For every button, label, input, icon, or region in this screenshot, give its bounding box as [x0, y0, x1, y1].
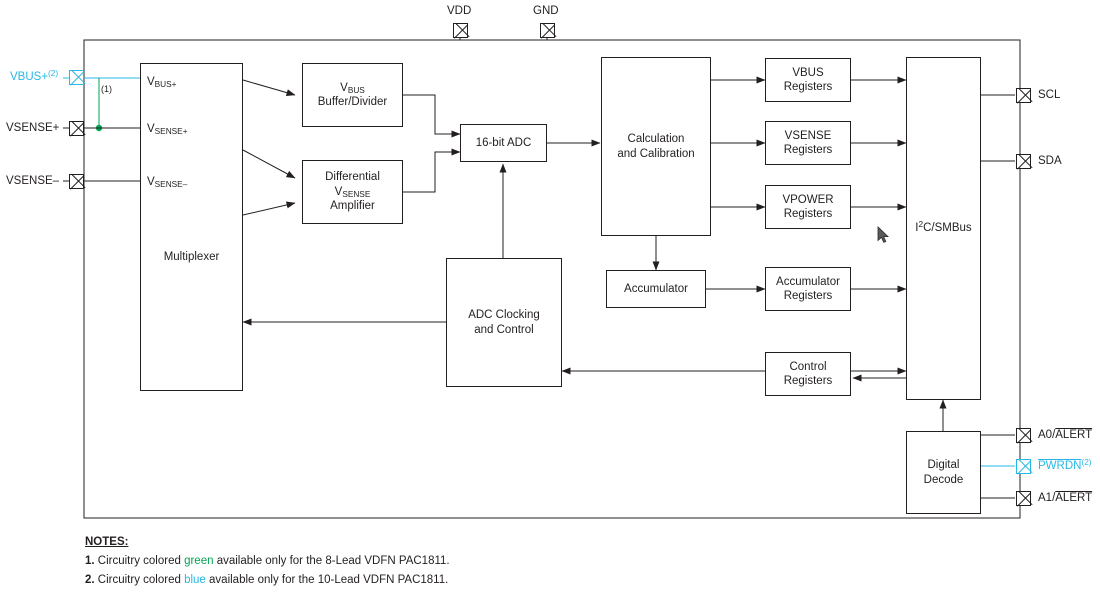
pad-sda[interactable] [1016, 154, 1031, 169]
pin-label-vdd: VDD [447, 5, 472, 17]
block-accumulator-registers-label: Accumulator Registers [776, 275, 840, 302]
block-accumulator-label: Accumulator [624, 282, 688, 295]
note-item-2-number: 2. [85, 574, 95, 586]
block-vbus-buffer-divider-label: $V_{BUS}$ Buffer/Divider [317, 81, 388, 108]
note-item-1-post: available only for the 8-Lead VDFN PAC1811. [213, 555, 450, 567]
block-i2c-smbus [906, 57, 981, 400]
pin-label-pwrdn-note: (2) [1081, 457, 1092, 467]
pad-a0-alert[interactable] [1016, 428, 1031, 443]
pad-gnd[interactable] [540, 23, 555, 38]
block-i2c-smbus-label: $I^2C$/SMBus [915, 220, 972, 235]
block-multiplexer-label: Multiplexer [163, 250, 220, 263]
block-vpower-registers [765, 185, 851, 229]
pad-a1-alert[interactable] [1016, 491, 1031, 506]
block-16bit-adc-label: 16-bit ADC [475, 136, 532, 149]
pad-vsense-plus[interactable] [69, 121, 84, 136]
block-differential-vsense-amplifier-label: Differential $V_{SENSE}$ Amplifier [325, 171, 380, 213]
pin-label-pwrdn [1038, 459, 1092, 473]
note-item-2 [85, 574, 785, 586]
pin-label-vsense-plus: VSENSE+ [6, 122, 60, 134]
pad-scl[interactable] [1016, 88, 1031, 103]
pin-label-gnd: GND [533, 5, 559, 17]
pin-label-scl: SCL [1038, 89, 1061, 101]
block-vbus-registers-label: VBUS Registers [783, 66, 833, 93]
note-item-2-pre: Circuitry colored [97, 574, 185, 586]
block-vsense-registers [765, 121, 851, 165]
pin-label-pwrdn-text: PWRDN [1038, 460, 1082, 472]
mux-input-label-vbus-plus: $V_{BUS+}$ [147, 76, 177, 90]
mux-input-label-vsense-plus: $V_{SENSE+}$ [147, 123, 188, 137]
pad-pwrdn[interactable] [1016, 459, 1031, 474]
block-vbus-registers [765, 58, 851, 102]
block-calculation-and-calibration-label: Calculation and Calibration [617, 133, 695, 160]
note-item-1-pre: Circuitry colored [97, 555, 185, 567]
note-item-2-post: available only for the 10-Lead VDFN PAC1811. [205, 574, 449, 586]
pin-label-a1-alert-overline: ALERT [1055, 492, 1093, 504]
block-digital-decode [906, 431, 981, 514]
pin-label-vbus-plus-note: (2) [48, 68, 59, 78]
block-adc-clocking-and-control-label: ADC Clocking and Control [468, 309, 540, 336]
block-calculation-and-calibration [601, 57, 711, 236]
block-digital-decode-label: Digital Decode [923, 459, 964, 486]
pin-label-vsense-minus: VSENSE– [6, 175, 60, 187]
mux-input-label-vsense-minus: $V_{SENSE-}$ [147, 176, 188, 190]
note-item-1 [85, 555, 785, 567]
block-adc-clocking-and-control [446, 258, 562, 387]
block-accumulator [606, 270, 706, 308]
pin-label-a0-alert-overline: ALERT [1055, 429, 1093, 441]
pin-label-vbus-plus-text: VBUS+ [10, 71, 49, 83]
block-vpower-registers-label: VPOWER Registers [782, 193, 834, 220]
notes-section [85, 536, 785, 593]
note-item-2-color-word: blue [184, 574, 206, 586]
note-item-1-number: 1. [85, 555, 95, 567]
pin-label-sda: SDA [1038, 155, 1062, 167]
pin-label-a1-alert: A1/ALERT [1038, 492, 1093, 504]
pin-label-a0-alert: A0/ALERT [1038, 429, 1093, 441]
block-differential-vsense-amplifier [302, 160, 403, 224]
callout-note1: (1) [101, 84, 112, 94]
note-item-1-color-word: green [184, 555, 214, 567]
pin-label-vbus-plus [10, 70, 58, 84]
notes-heading: NOTES: [85, 536, 129, 548]
block-vbus-buffer-divider [302, 63, 403, 127]
block-control-registers [765, 352, 851, 396]
block-vsense-registers-label: VSENSE Registers [783, 129, 833, 156]
block-16bit-adc [460, 124, 547, 162]
pad-vdd[interactable] [453, 23, 468, 38]
block-multiplexer [140, 63, 243, 391]
mouse-cursor [877, 226, 889, 244]
pad-vbus-plus[interactable] [69, 70, 84, 85]
pad-vsense-minus[interactable] [69, 174, 84, 189]
block-control-registers-label: Control Registers [783, 360, 833, 387]
block-accumulator-registers [765, 267, 851, 311]
